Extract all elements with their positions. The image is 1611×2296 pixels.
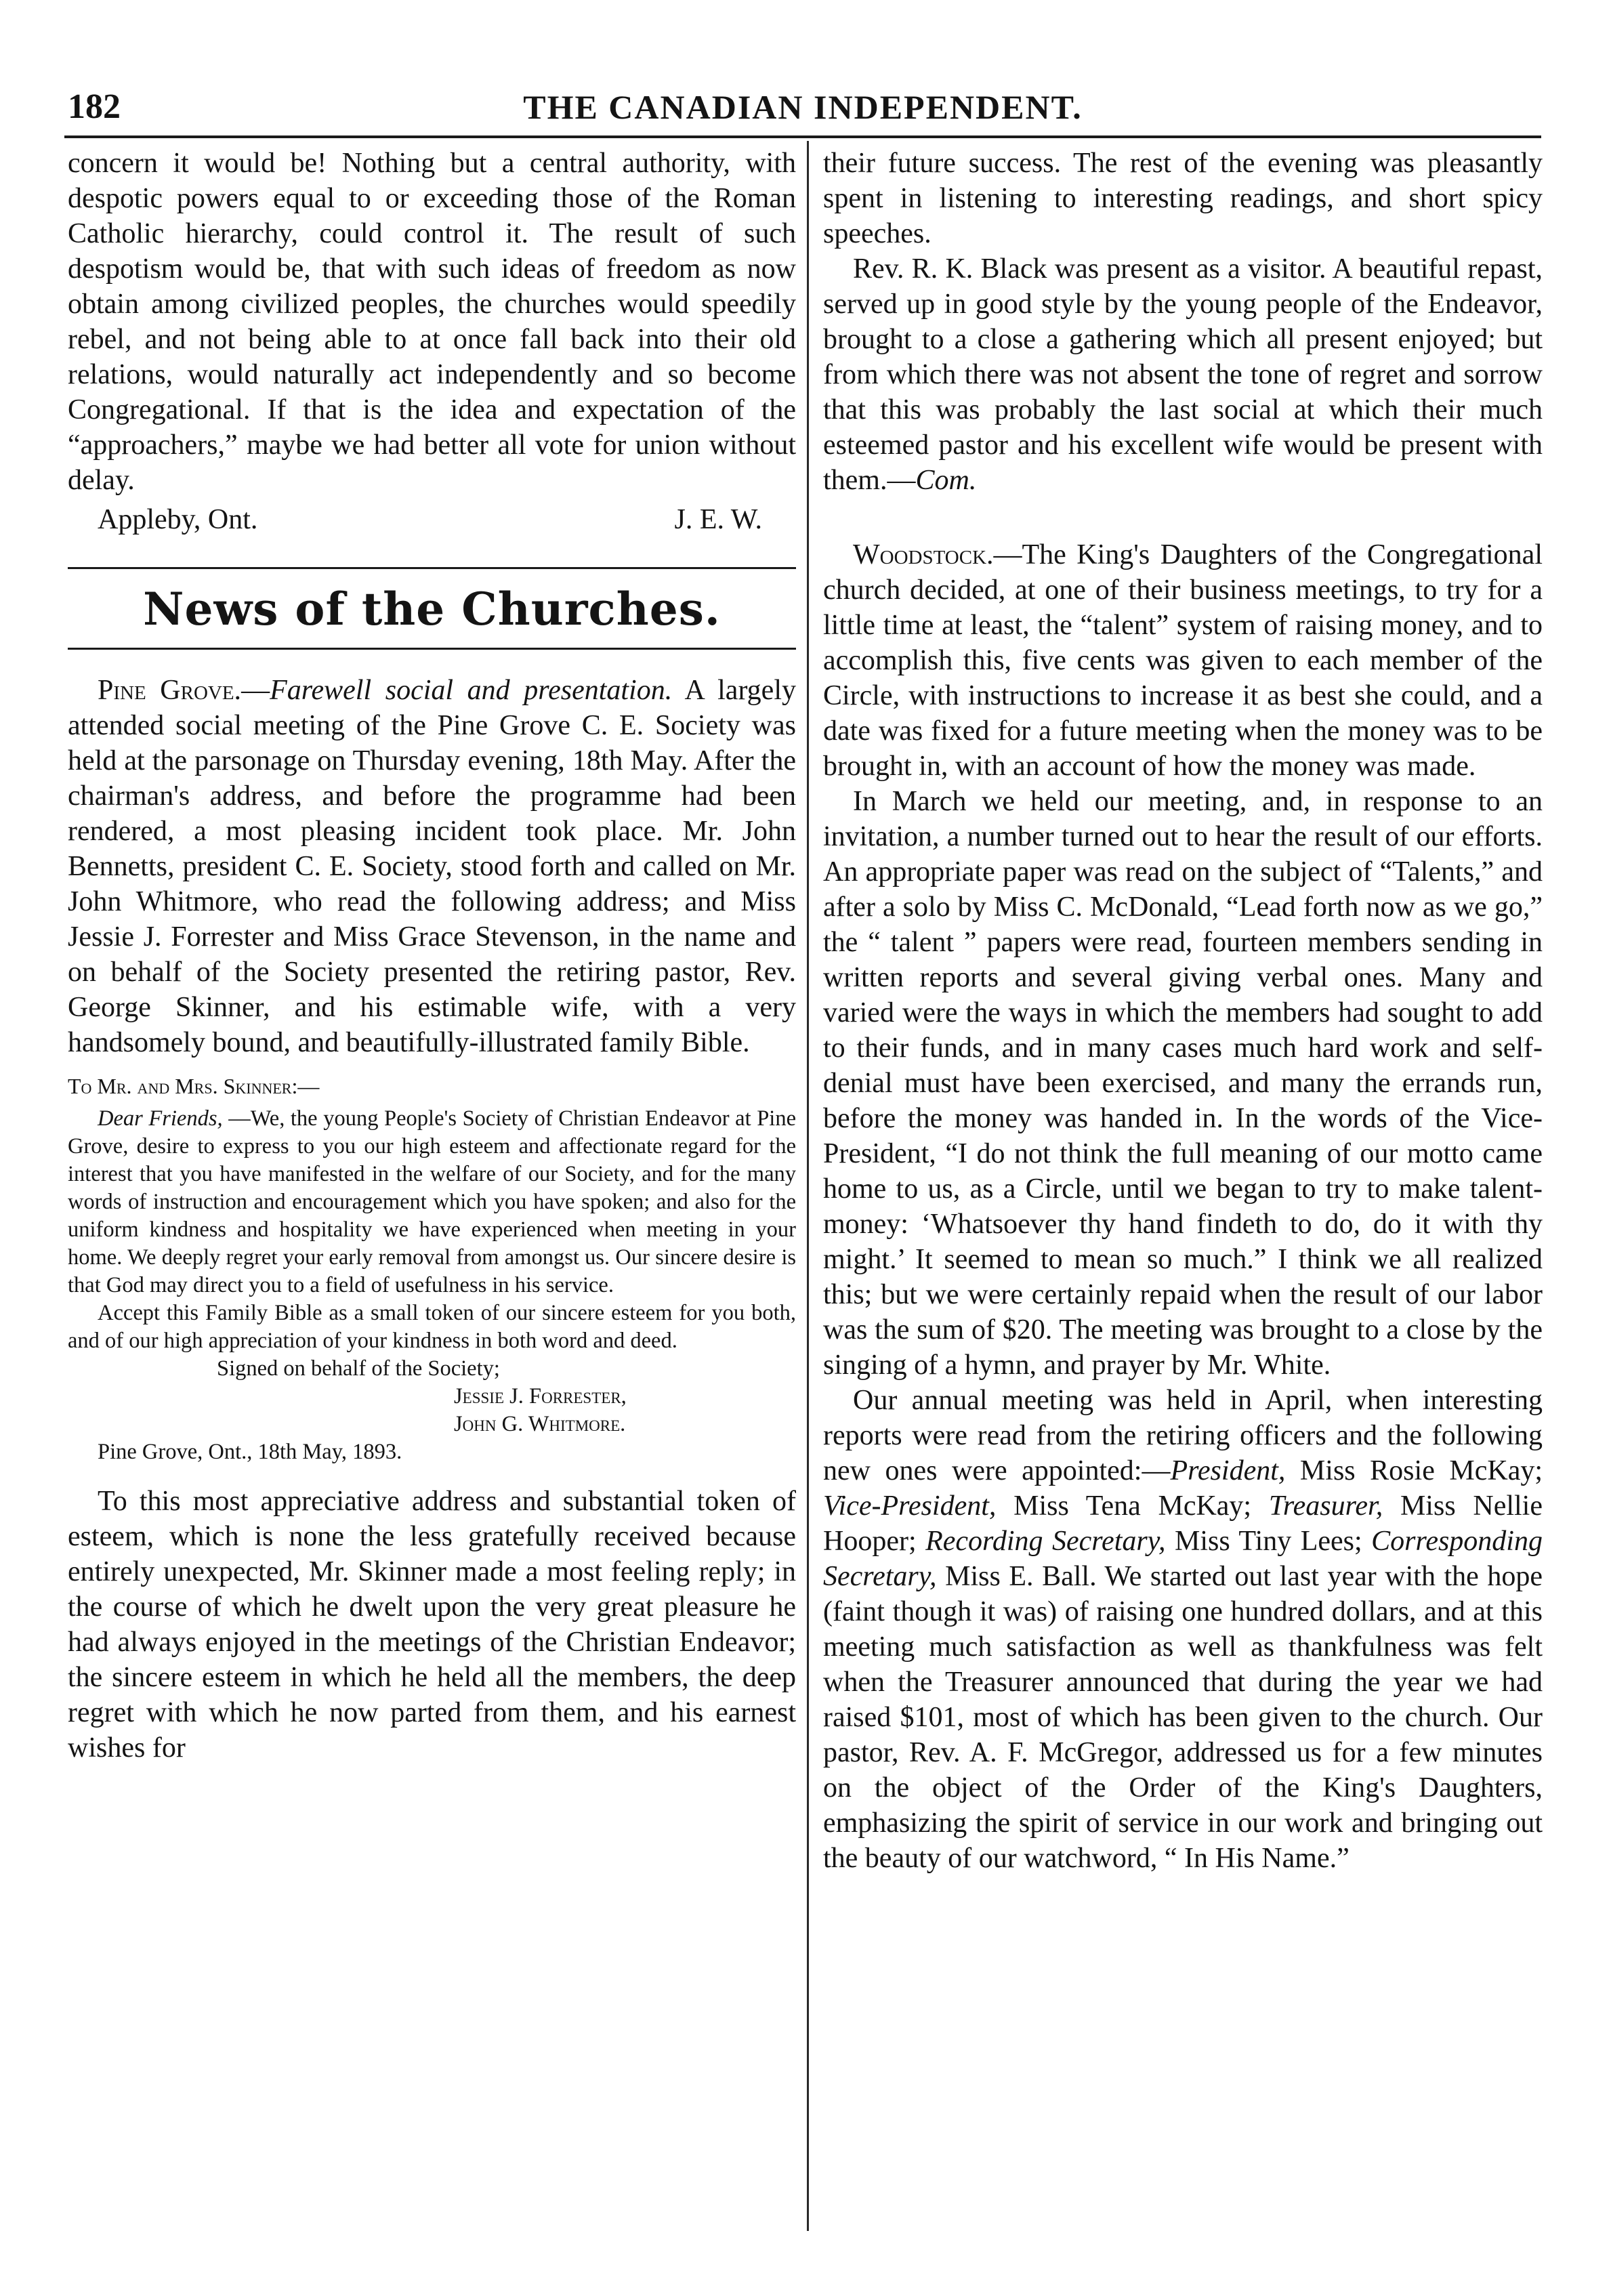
letter-salutation: Dear Friends, (98, 1106, 223, 1131)
letter-date: Pine Grove, Ont., 18th May, 1893. (98, 1440, 402, 1464)
letter-signature-1: Jessie J. Forrester, (454, 1384, 627, 1408)
spacer (823, 498, 1543, 537)
visitor-credit: Com. (915, 465, 977, 496)
spacer (68, 1466, 796, 1484)
pine-grove-subtitle: Farewell social and presentation. (270, 675, 673, 706)
page-number: 182 (68, 87, 121, 126)
officer-title-president: President, (1170, 1455, 1286, 1486)
pine-grove-text: A largely attended social meeting of the Pine Grove C. E. Society was held at the parsonage on Thursday evening, 18th May. After the chairman's address, and before the programme had been rendered, a most pleasing incident took place. Mr. John Bennetts, president C. E. Society, stood forth and called on Mr. John Whitmore, who read the following address; and Miss Jessie J. Forrester and Miss Grace Stevenson, in the name and on behalf of the Society presented the retiring pastor, Rev. George Skinner, and his estimable wife, with a very handsomely bound, and beautifully-illustrated family Bible. (68, 675, 796, 1058)
letter-signature-2: John G. Whitmore. (454, 1412, 626, 1436)
annual-rest: We started out last year with the hope (faint though it was) of raising one hundred dollars, and at this meeting much satisfaction as well as thankfulness was felt when the Treasurer announced that during the year we had raised $101, most of which has been given to the church. Our pastor, Rev. A. F. McGregor, addressed us for a few minutes on the object of the Order of the King's Daughters, emphasizing the spirit of service in our work and bringing out the beauty of our watchword, “ In His Name.” (823, 1561, 1543, 1874)
annual-paragraph (823, 1383, 1543, 1876)
left-column (68, 146, 796, 1766)
column-divider (807, 141, 809, 2231)
officer-name-treasurer: Miss Nellie Hooper; (823, 1490, 1543, 1557)
letter-body-1 (68, 1105, 796, 1299)
officer-title-recording-secretary: Recording Secretary, (925, 1526, 1166, 1557)
letter-body-2: Accept this Family Bible as a small token of our sincere esteem for you both, and of our high appreciation of your kindness in both word and deed. (68, 1301, 796, 1353)
signoff-initials: J. E. W. (674, 504, 762, 535)
header-rule (64, 135, 1541, 138)
officer-name-recording-secretary: Miss Tiny Lees; (1165, 1526, 1372, 1557)
woodstock-place: Woodstock. (853, 539, 994, 570)
visitor-paragraph (823, 251, 1543, 498)
pine-grove-dash: — (241, 675, 270, 706)
officer-name-vice-president: Miss Tena McKay; (996, 1490, 1269, 1522)
march-paragraph: In March we held our meeting, and, in response to an invitation, a number turned out to hear the result of our efforts. An appropriate paper was read on the subject of “Talents,” and after a solo by Miss C. McDonald, “Lead forth now as we go,” the “ talent ” papers were read, fourteen members sending in written reports and several giving verbal ones. Many and varied were the ways in which the members had sought to add to their funds, and in many cases much hard work and self-denial must have been exercised, and many the errands run, before the money was handed in. In the words of the Vice-President, “I do not think the full meaning of our motto came home to us, as a Circle, until we began to try to make talent-money: ‘Whatsoever thy hand findeth to do, do it with thy might.’ It seemed to mean so much.” I think we all realized this; but we were certainly repaid when the result of our labor was the sum of $20. The meeting was brought to a close by the singing of a hymn, and prayer by Mr. White. (823, 786, 1543, 1381)
annual-intro: Our annual meeting was held in April, when interesting reports were read from the retiring officers and the following new ones were appointed:— (823, 1385, 1543, 1486)
page-header (68, 80, 1538, 134)
letter-body-1-text: —We, the young People's Society of Christian Endeavor at Pine Grove, desire to express to you our high esteem and affectionate regard for the interest that you have manifested in the welfare of our Society, and for the many words of instruction and encouragement which you have spoken; and also for the uniform kindness and hospitality we have experienced when meeting in your home. We deeply regret your early removal from amongst us. Our sincere desire is that God may direct you to a field of usefulness in his service. (68, 1106, 796, 1297)
letter-closing: Signed on behalf of the Society; (217, 1356, 500, 1381)
woodstock-report (823, 537, 1543, 784)
officer-title-vice-president: Vice-President, (823, 1490, 997, 1522)
opening-paragraph: concern it would be! Nothing but a central authority, with despotic powers equal to or exceeding those of the Roman Catholic hierarchy, could control it. The result of such despotism would be, that with such ideas of freedom as now obtain among civilized peoples, the churches would speedily rebel, and not being able to at once fall back into their old relations, would naturally act independently and so become Congregational. If that is the idea and expectation of the “approachers,” maybe we had better all vote for union without delay. (68, 148, 796, 496)
journal-title: THE CANADIAN INDEPENDENT. (523, 88, 1083, 126)
letter-addressee: To Mr. and Mrs. Skinner:— (68, 1074, 320, 1098)
woodstock-text: —The King's Daughters of the Congregational church decided, at one of their business meetings, to try for a little time at least, the “talent” system of raising money, and to accomplish this, five cents was given to each member of the Circle, with instructions to increase it as best she could, and a date was fixed for a future meeting when the money was to be brought in, with an account of how the money was made. (823, 539, 1543, 782)
article-signoff (68, 499, 796, 540)
section-rule-bottom (68, 648, 796, 650)
continuation-paragraph: their future success. The rest of the evening was pleasantly spent in listening to interesting readings, and short spicy speeches. (823, 148, 1543, 249)
officer-name-president: Miss Rosie McKay; (1285, 1455, 1543, 1486)
reply-paragraph: To this most appreciative address and substantial token of esteem, which is none the less gratefully received because entirely unexpected, Mr. Skinner made a most feeling reply; in the course of which he dwelt upon the very great pleasure he had always enjoyed in the meetings of the Christian Endeavor; the sincere esteem in which he held all the members, the deep regret with which he now parted from them, and his earnest wishes for (68, 1486, 796, 1763)
officer-title-treasurer: Treasurer, (1268, 1490, 1383, 1522)
right-column (823, 146, 1543, 1876)
officer-title-corresponding-secretary: Corresponding Secretary, (823, 1526, 1543, 1592)
visitor-text: Rev. R. K. Black was present as a visitor. A beautiful repast, served up in good style by the young people of the Endeavor, brought to a close a gathering which all present enjoyed; but from which there was not absent the tone of regret and sorrow that this was probably the last social at which their much esteemed pastor and his excellent wife would be present with them.— (823, 253, 1543, 496)
officer-name-corresponding-secretary: Miss E. Ball. (936, 1561, 1097, 1592)
signoff-place: Appleby, Ont. (98, 504, 258, 535)
section-heading: News of the Churches. (143, 583, 721, 635)
pine-grove-report (68, 673, 796, 1060)
pine-grove-place: Pine Grove. (98, 675, 242, 706)
